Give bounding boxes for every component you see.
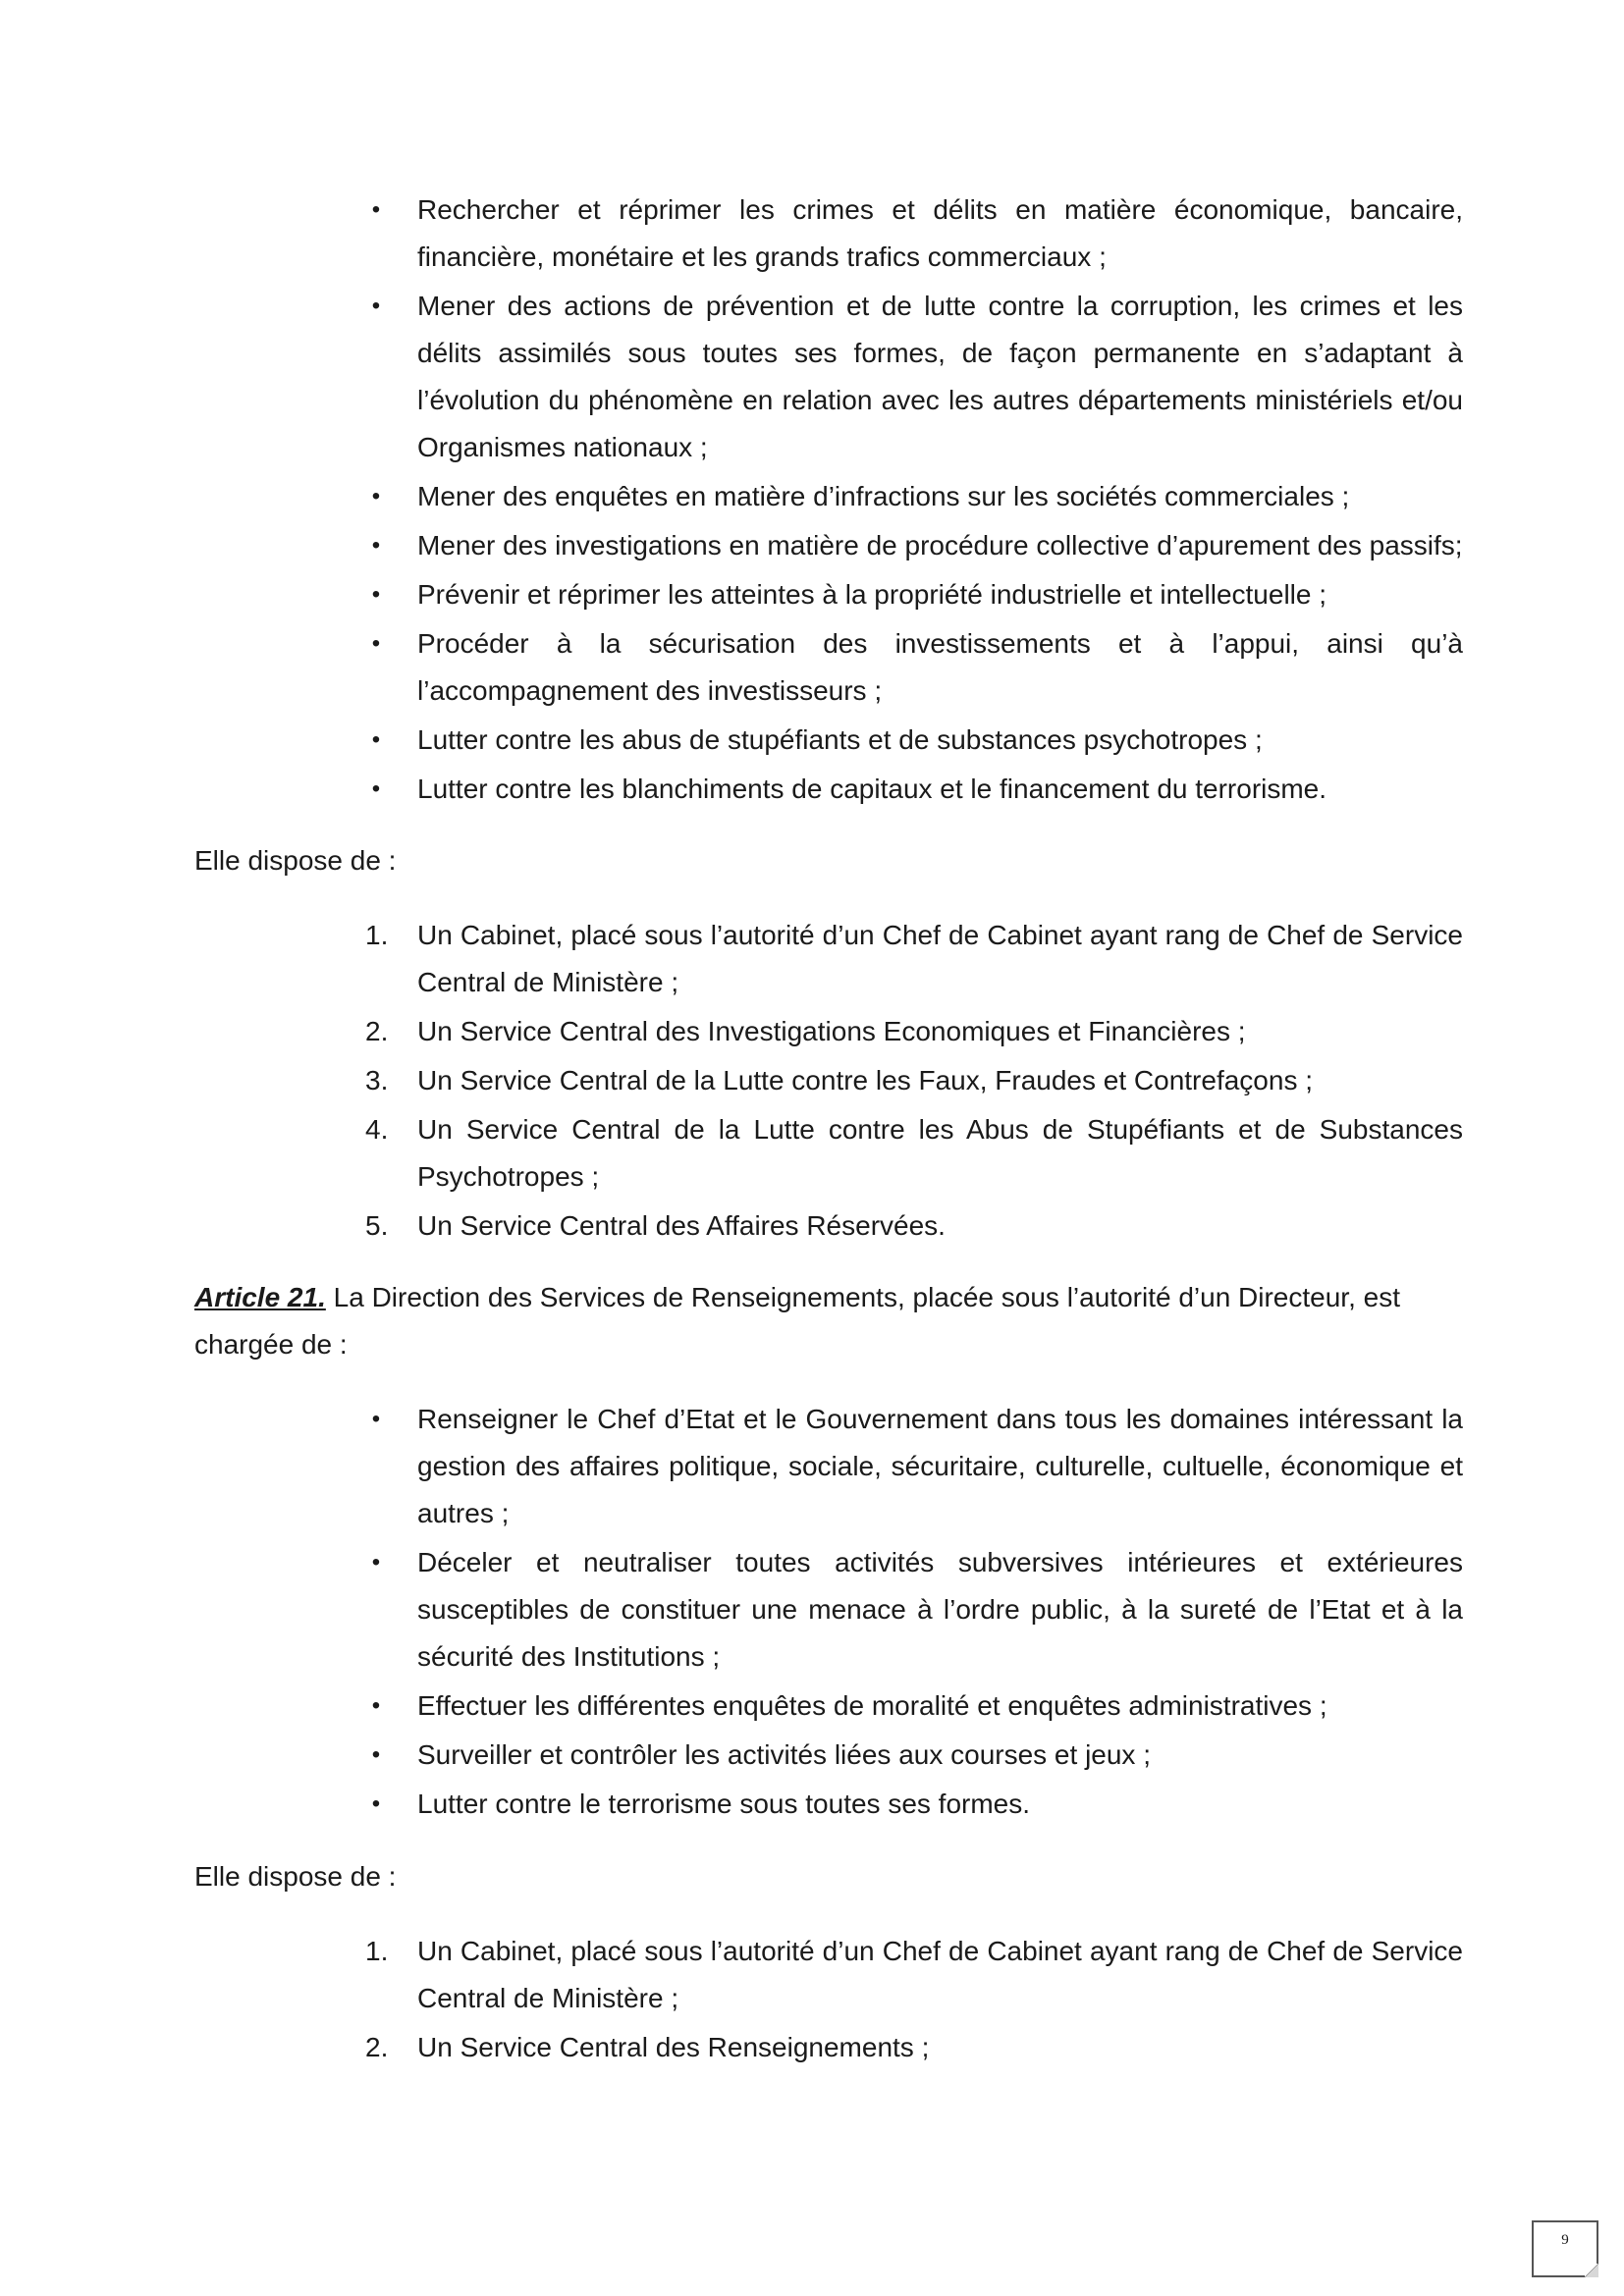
list-item: 5. Un Service Central des Affaires Réservées. — [365, 1210, 946, 1241]
list-item: • Lutter contre le terrorisme sous toutes ses formes. — [0, 1781, 1463, 1828]
list-item: • Procéder à la sécurisation des investissements et à l’appui, ainsi qu’à l’accompagnement des investisseurs ; — [0, 620, 1463, 715]
bullet-icon: • — [371, 483, 381, 509]
bullet-icon: • — [371, 775, 381, 802]
list-item: • Rechercher et réprimer les crimes et délits en matière économique, bancaire, financière, monétaire et les grands trafics commerciaux ; — [0, 187, 1463, 281]
mission-list-economic — [0, 187, 1624, 815]
list-item: 1. Un Cabinet, placé sous l’autorité d’un Chef de Cabinet ayant rang de Chef de Service Central de Ministère ; — [365, 1936, 1463, 2013]
list-item: • Mener des investigations en matière de procédure collective d’apurement des passifs; — [0, 522, 1463, 569]
list-item: • Lutter contre les blanchiments de capitaux et le financement du terrorisme. — [0, 766, 1463, 813]
article-text: La Direction des Services de Renseignements, placée sous l’autorité d’un Directeur, est chargée de : — [194, 1282, 1400, 1360]
bullet-icon: • — [371, 726, 381, 753]
list-item: • Surveiller et contrôler les activités liées aux courses et jeux ; — [0, 1732, 1463, 1779]
bullet-icon: • — [371, 1692, 381, 1719]
bullet-icon: • — [371, 1549, 381, 1575]
article-label: Article 21. — [194, 1282, 326, 1312]
list-item: 1. Un Cabinet, placé sous l’autorité d’un Chef de Cabinet ayant rang de Chef de Service Central de Ministère ; — [365, 920, 1463, 997]
bullet-icon: • — [371, 532, 381, 559]
list-item: 2. Un Service Central des Investigations Economiques et Financières ; — [365, 1016, 1246, 1046]
list-item: • Lutter contre les abus de stupéfiants et de substances psychotropes ; — [0, 717, 1463, 764]
page-number: 9 — [1561, 2232, 1569, 2248]
dispose-heading: Elle dispose de : — [194, 1861, 397, 1892]
structure-list-intelligence — [0, 1928, 1624, 2073]
bullet-icon: • — [371, 630, 381, 657]
bullet-icon: • — [371, 1406, 381, 1432]
list-item: 3. Un Service Central de la Lutte contre les Faux, Fraudes et Contrefaçons ; — [365, 1065, 1314, 1095]
bullet-icon: • — [371, 1741, 381, 1768]
list-item: • Déceler et neutraliser toutes activités subversives intérieures et extérieures susceptibles de constituer une menace à l’ordre public, à la sureté de l’Etat et à la sécurité des Institutions ; — [0, 1539, 1463, 1681]
list-item: 4. Un Service Central de la Lutte contre les Abus de Stupéfiants et de Substances Psychotropes ; — [365, 1114, 1463, 1192]
list-item: • Mener des actions de prévention et de lutte contre la corruption, les crimes et les délits assimilés sous toutes ses formes, de façon permanente en s’adaptant à l’évolution du phénomène en relation avec les autres départements ministériels et/ou Organismes nationaux ; — [0, 283, 1463, 471]
structure-list-economic — [0, 912, 1624, 1252]
list-item: 2. Un Service Central des Renseignements ; — [365, 2032, 930, 2062]
bullet-icon: • — [371, 293, 381, 319]
list-item: • Effectuer les différentes enquêtes de moralité et enquêtes administratives ; — [0, 1682, 1463, 1730]
bullet-icon: • — [371, 1790, 381, 1817]
bullet-icon: • — [371, 581, 381, 608]
bullet-icon: • — [371, 196, 381, 223]
article-21-paragraph — [194, 1274, 1463, 1368]
list-item: • Prévenir et réprimer les atteintes à la propriété industrielle et intellectuelle ; — [0, 571, 1463, 618]
list-item: • Mener des enquêtes en matière d’infractions sur les sociétés commerciales ; — [0, 473, 1463, 520]
dispose-heading: Elle dispose de : — [194, 845, 397, 876]
page-number-box — [1532, 2220, 1598, 2277]
list-item: • Renseigner le Chef d’Etat et le Gouvernement dans tous les domaines intéressant la gestion des affaires politique, sociale, sécuritaire, culturelle, cultuelle, économique et autres ; — [0, 1396, 1463, 1537]
mission-list-intelligence — [0, 1396, 1624, 1830]
